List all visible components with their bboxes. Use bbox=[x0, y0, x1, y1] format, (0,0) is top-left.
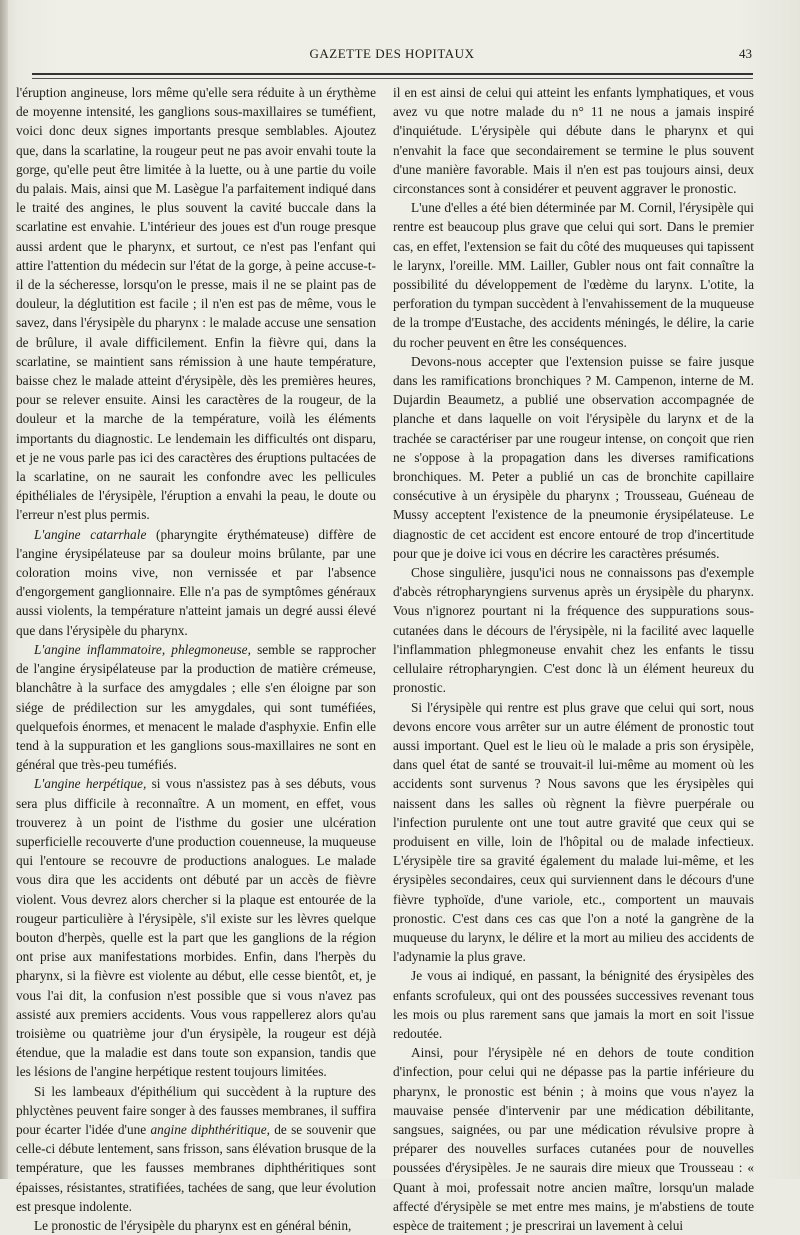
italic-term: L'angine herpétique, bbox=[34, 776, 147, 792]
paragraph-text: de se souvenir que celle-ci débute lentement, sans frisson, sans élévation brusque de la température, que les fausses membranes diphthéritiques sont épaisses, résistantes, stratifiées, tachées de sang, que leur évolution est presque indolente. bbox=[16, 1121, 376, 1214]
paragraph bbox=[393, 83, 754, 198]
left-column bbox=[16, 83, 376, 1235]
paragraph-text: Devons-nous accepter que l'extension puisse se faire jusque dans les ramifications bronchiques ? M. Campenon, interne de M. Dujardin Beaumetz, a publié une observation accompagnée de planche et dans laquelle on voit l'érysipèle du larynx et de la trachée se caractériser par une rougeur intense, on conçoit que rien ne s'oppose à la propagation dans les diverses ramifications bronchiques. M. Peter a publié un cas de bronchite capillaire consécutive à un érysipèle du pharynx ; Trousseau, Guéneau de Mussy acceptent l'existence de la pneumonie érysipélateuse. Le diagnostic de cet accident est encore entouré de trop d'incertitude pour que je doive ici vous en décrire les caractères présumés. bbox=[393, 353, 754, 561]
italic-term: L'angine catarrhale bbox=[34, 526, 147, 542]
paragraph bbox=[16, 1216, 376, 1235]
paragraph-text: il en est ainsi de celui qui atteint les enfants lymphatiques, et vous avez vu que notre malade du n° 11 ne nous a jamais inspiré d'inquiétude. L'érysipèle qui débute dans le pharynx et qui n'envahit la face que secondairement se termine le plus souvent d'une manière favorable. Mais il n'en est pas toujours ainsi, deux circonstances sont à considérer et peuvent aggraver le pronostic. bbox=[393, 85, 754, 197]
right-column bbox=[393, 83, 754, 1235]
paragraph-text: l'éruption angineuse, lors même qu'elle sera réduite à un érythème de moyenne intensité, les ganglions sous-maxillaires se tuméfient, voici donc deux signes importants presque semblables. Ajoutez que, dans la scarlatine, la rougeur peut ne pas avoir envahi toute la gorge, qu'elle peut être limitée à la luette, ou à une partie du voile du palais. Mais, ainsi que M. Lasègue l'a parfaitement indiqué dans le traité des angines, le plus souvent la cavité buccale dans la scarlatine est envahie. L'intérieur des joues est d'un rouge presque aussi ardent que le pharynx, et surtout, ce n'est pas l'enfant qui attire l'attention du médecin sur l'état de la gorge, à peine accuse-t-il de la sécheresse, lorsqu'on le presse, mais il ne se plaint pas de douleur, la déglutition est facile ; il n'en est pas de même, vous le savez, dans l'érysipèle du pharynx : le malade accuse une sensation de brûlure, il avale difficilement. Enfin la fièvre qui, dans la scarlatine, se maintient sans rémission à une haute température, baisse chez le malade atteint d'érysipèle, dès les premières heures, pour se relever ensuite. Ainsi les caractères de la rougeur, de la douleur et la marche de la température, voilà les éléments importants du diagnostic. Le lendemain les difficultés ont disparu, et je ne vous parle pas ici des caractères des éruptions pultacées de la scarlatine, on ne saurait les confondre avec les pellicules épithéliales de l'érysipèle, l'éruption a envahi la peau, le doute ou l'erreur n'est plus permis. bbox=[16, 85, 376, 523]
page-number: 43 bbox=[739, 46, 752, 61]
paragraph bbox=[393, 1043, 754, 1235]
header-rule-thin bbox=[32, 78, 753, 79]
paragraph bbox=[16, 774, 376, 1081]
italic-term: angine diphthéritique, bbox=[150, 1121, 270, 1137]
paragraph-text: semble se rapprocher de l'angine érysipélateuse par la production de matière crémeuse, blanchâtre à la surface des amygdales ; elle s'en éloigne par son siége de prédilection sur les amygdales, qui sont tuméfiées, quelquefois énormes, et menacent le malade d'asphyxie. Enfin elle tend à la suppuration et les ganglions sous-maxillaires ne sont en général que très-peu tuméfiés. bbox=[16, 641, 376, 773]
paragraph bbox=[393, 966, 754, 1043]
italic-term: L'angine inflammatoire, phlegmoneuse, bbox=[34, 641, 251, 657]
paragraph-text: L'une d'elles a été bien déterminée par M. Cornil, l'érysipèle qui rentre est beaucoup plus grave que celui qui sort. Dans le premier cas, en effet, l'extension se fait du côté des muqueuses qui tapissent le larynx, l'oreille. MM. Lailler, Gubler nous ont fait connaître la possibilité du développement de l'œdème du larynx. L'otite, la perforation du tympan succèdent à l'envahissement de la muqueuse de la trompe d'Eustache, des accidents méningés, le délire, la carie du rocher peuvent en être les conséquences. bbox=[393, 200, 754, 350]
paragraph-text: Ainsi, pour l'érysipèle né en dehors de toute condition d'infection, pour celui qui ne dépasse pas la partie inférieure du pharynx, le pronostic est bénin ; à moins que vous n'ayez la mauvaise pensée d'intervenir par une médication débilitante, sangsues, saignées, ou par une médication révulsive propre à préparer des nouvelles surfaces cutanées pour de nouvelles poussées d'érysipèles. Je ne saurais dire mieux que Trousseau : « Quant à moi, professait notre ancien maître, lorsqu'un malade affecté d'érysipèle se met entre mes mains, je m'abstiens de toute espèce de traitement ; je prescrirai un lavement à celui bbox=[393, 1045, 754, 1233]
paragraph bbox=[393, 698, 754, 967]
paragraph-text: (pharyngite érythémateuse) diffère de l'angine érysipélateuse par sa douleur moins brûlante, par une coloration moins vive, non vernissée et par l'absence d'engorgement ganglionnaire. Elle n'a pas de symptômes généraux aussi violents, la température n'atteint jamais un degré aussi élevé que dans l'érysipèle du pharynx. bbox=[16, 526, 376, 638]
paragraph-text: si vous n'assistez pas à ses débuts, vous sera plus difficile à reconnaître. A un moment, en effet, vous trouverez à un point de l'isthme du gosier une ulcération superficielle recouverte d'une production couenneuse, la muqueuse qui l'entoure se recouvre de productions analogues. Le malade vous dira que les accidents ont débuté par un accès de fièvre violent. Vous devrez alors chercher si la plaque est entourée de la rougeur particulière à l'érysipèle, s'il existe sur les lèvres quelque bouton d'herpès, quelle est la part que les ganglions de la région ont prise aux manifestations morbides. Enfin, dans l'herpès du pharynx, si la fièvre est violente au début, elle cesse bientôt, et, je vous l'ai dit, la confusion n'est possible que si vous n'avez pas assisté aux premiers accidents. Vous vous rappellerez alors qu'au troisième ou quatrième jour d'un érysipèle, la rougeur est déjà étendue, que la maladie est dans toute son expansion, tandis que les lésions de l'angine herpétique restent toujours limitées. bbox=[16, 776, 376, 1080]
paragraph bbox=[16, 525, 376, 640]
paragraph bbox=[393, 352, 754, 563]
paragraph-text: Chose singulière, jusqu'ici nous ne connaissons pas d'exemple d'abcès rétropharyngiens survenus après un érysipèle du pharynx. Vous n'ignorez pourtant ni la fréquence des suppurations sous-cutanées dans le décours de l'érysipèle, ni la facilité avec laquelle l'inflammation phlegmoneuse envahit chez les enfants le tissu cellulaire rétropharyngien. C'est donc là un élément heureux du pronostic. bbox=[393, 565, 754, 696]
paragraph bbox=[16, 640, 376, 774]
paragraph bbox=[16, 1082, 376, 1216]
paragraph-text: Je vous ai indiqué, en passant, la bénignité des érysipèles des enfants scrofuleux, qui ont des poussées successives revenant tous les mois ou plus rarement sans que jamais la mort en soit l'issue redoutée. bbox=[393, 968, 754, 1041]
binding-edge bbox=[0, 0, 8, 1179]
paragraph bbox=[16, 83, 376, 525]
header-rule bbox=[32, 73, 753, 75]
paragraph bbox=[393, 563, 754, 697]
running-title: GAZETTE DES HOPITAUX bbox=[309, 46, 475, 61]
paragraph-lead: Si les lambeaux d'épithélium qui succèdent à la rupture des phlyctènes peuvent faire songer à des fausses membranes, il suffira pour écarter l'idée d'une bbox=[16, 1083, 376, 1137]
paragraph-text: Si l'érysipèle qui rentre est plus grave que celui qui sort, nous devons encore vous arrêter sur un autre élément de pronostic tout aussi important. Quel est le lieu où le malade a pris son érysipèle, dans quel état de santé se trouvait-il lui-même au moment où les accidents sont survenus ? Nous savons que les érysipèles qui naissent dans les salles où règnent la fièvre puerpérale ou l'infection purulente ont une tout autre gravité que ceux qui se produisent en ville, loin de l'hôpital ou de malade infectieux. L'érysipèle tire sa gravité également du malade lui-même, et les érysipèles secondaires, ceux qui surviennent dans le décours d'une fièvre typhoïde, d'une variole, etc., comportent un mauvais pronostic. C'est dans ces cas que l'on a noté la gangrène de la muqueuse du larynx, le délire et la mort au milieu des accidents de l'adynamie la plus grave. bbox=[393, 699, 754, 965]
paragraph bbox=[393, 198, 754, 352]
paragraph-text: Le pronostic de l'érysipèle du pharynx est en général bénin, bbox=[34, 1217, 352, 1233]
page-header bbox=[32, 46, 752, 66]
